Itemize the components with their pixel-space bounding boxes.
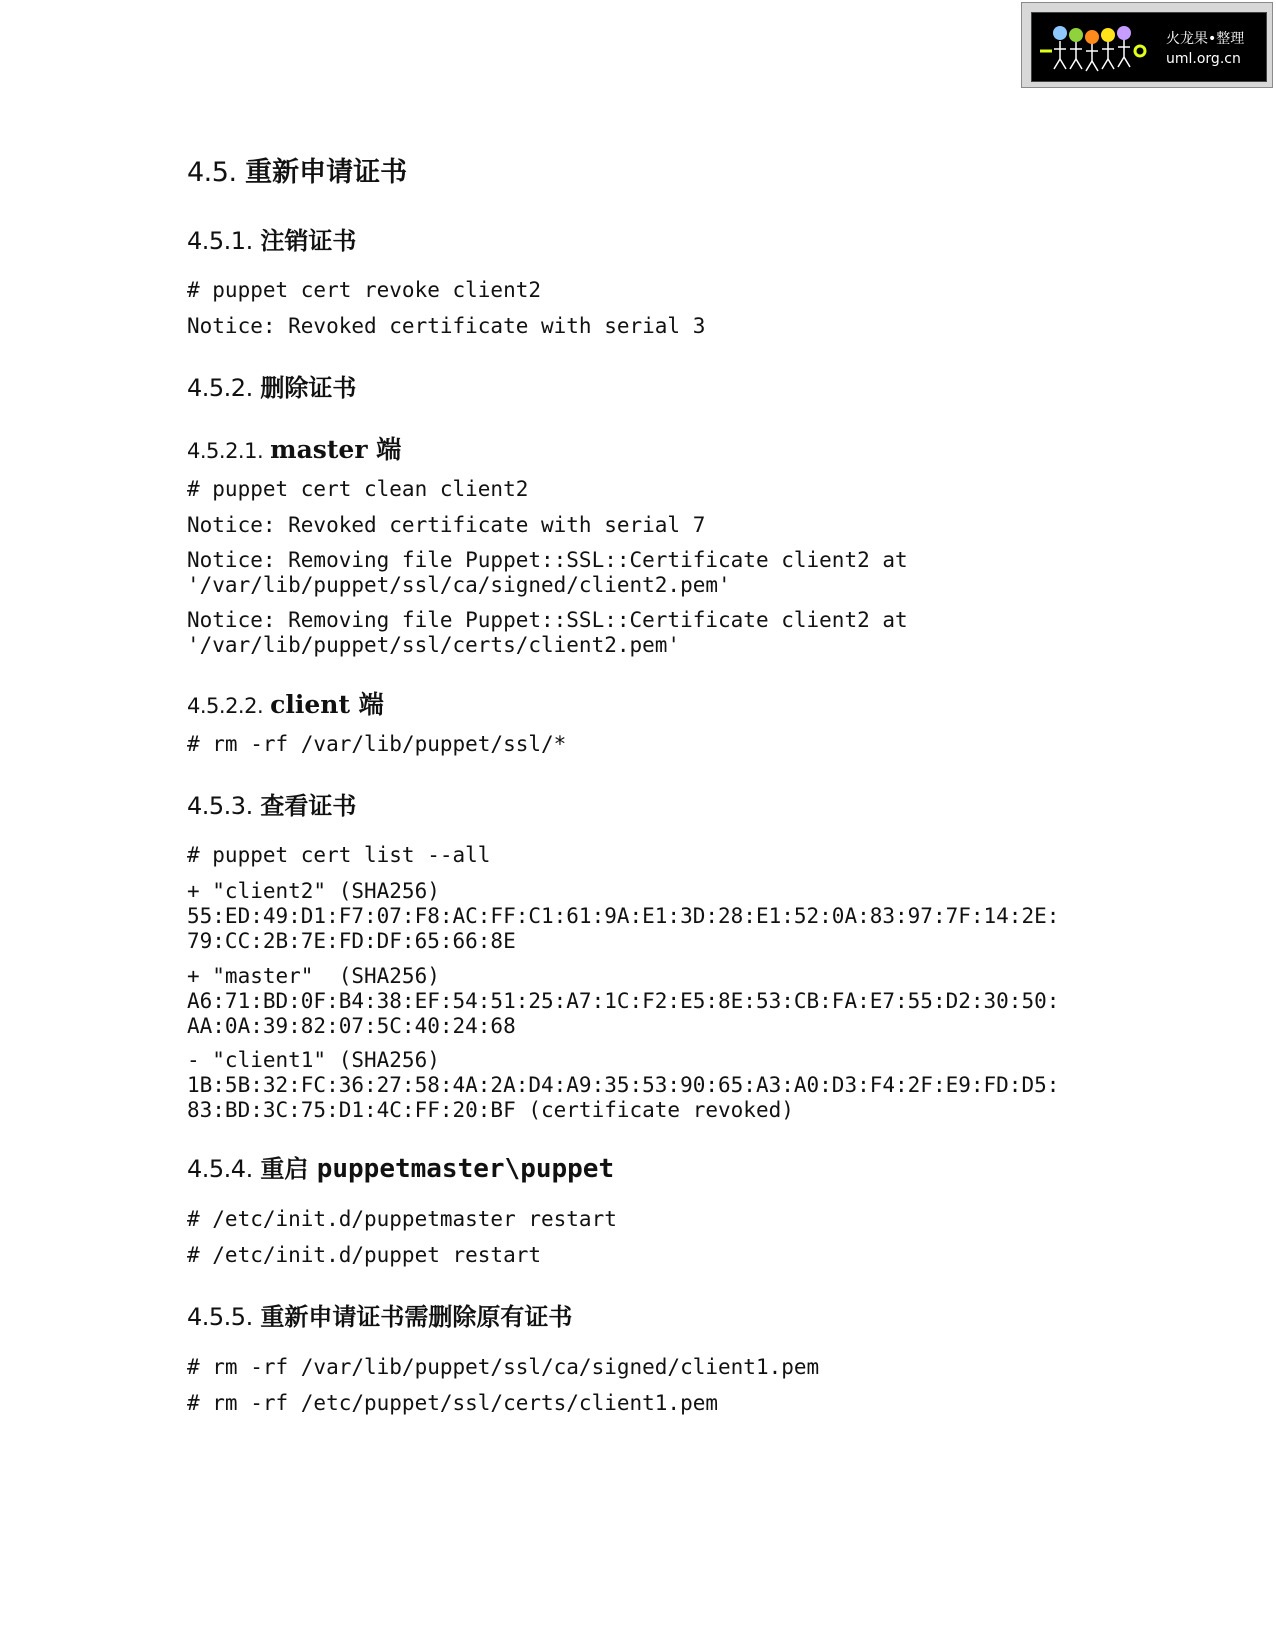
heading-4-5-2 xyxy=(187,368,356,403)
logo-panel xyxy=(1031,12,1267,82)
code-rm-certs: # rm -rf /etc/puppet/ssl/certs/client1.pem xyxy=(187,1391,719,1415)
code-restart-puppet: # /etc/init.d/puppet restart xyxy=(187,1243,542,1267)
code-list-client2: + "client2" (SHA256) 55:ED:49:D1:F7:07:F8:AC:FF:C1:61:9A:E1:3D:28:E1:52:0A:83:97:7F:14:2E: 79:CC:2B:7E:FD:DF:65:66:8E xyxy=(187,879,1060,953)
logo-text xyxy=(1166,29,1244,69)
code-list-client1: - "client1" (SHA256) 1B:5B:32:FC:36:27:58:4A:2A:D4:A9:35:53:90:65:A3:A0:D3:F4:2F:E9:FD:D5: 83:BD:3C:75:D1:4C:FF:20:BF (certificate revoked) xyxy=(187,1048,1060,1122)
heading-number: 4.5.4. xyxy=(187,1155,253,1183)
heading-title: 重新申请证书需删除原有证书 xyxy=(260,1302,573,1331)
heading-4-5-4 xyxy=(187,1149,614,1184)
heading-title: 删除证书 xyxy=(260,373,357,402)
heading-title: 重新申请证书 xyxy=(245,157,408,188)
code-revoke-notice: Notice: Revoked certificate with serial 3 xyxy=(187,314,706,338)
code-client-rm: # rm -rf /var/lib/puppet/ssl/* xyxy=(187,732,567,756)
heading-4-5-2-1 xyxy=(187,430,401,466)
heading-title: master 端 xyxy=(270,435,402,464)
code-list-cmd: # puppet cert list --all xyxy=(187,843,491,867)
heading-4-5 xyxy=(187,150,407,189)
code-clean-cmd: # puppet cert clean client2 xyxy=(187,477,529,501)
heading-number: 4.5.3. xyxy=(187,792,253,820)
code-list-master: + "master" (SHA256) A6:71:BD:0F:B4:38:EF:54:51:25:A7:1C:F2:E5:8E:53:CB:FA:E7:55:D2:30:50: AA:0A:39:82:07:5C:40:24:68 xyxy=(187,964,1060,1038)
heading-title-code: puppetmaster\puppet xyxy=(316,1154,615,1184)
code-clean-notice-2: Notice: Removing file Puppet::SSL::Certificate client2 at '/var/lib/puppet/ssl/ca/signed/client2.pem' xyxy=(187,548,908,597)
code-clean-notice-1: Notice: Revoked certificate with serial 7 xyxy=(187,513,706,537)
heading-4-5-1 xyxy=(187,221,356,256)
heading-4-5-5 xyxy=(187,1297,572,1332)
heading-number: 4.5.2.1. xyxy=(187,439,264,463)
heading-title: 查看证书 xyxy=(260,791,357,820)
heading-4-5-3 xyxy=(187,786,356,821)
heading-title: 注销证书 xyxy=(260,226,357,255)
logo-line1: 火龙果•整理 xyxy=(1166,31,1245,47)
code-clean-notice-3: Notice: Removing file Puppet::SSL::Certificate client2 at '/var/lib/puppet/ssl/certs/client2.pem' xyxy=(187,608,908,657)
heading-number: 4.5.2. xyxy=(187,374,253,402)
code-restart-master: # /etc/init.d/puppetmaster restart xyxy=(187,1207,617,1231)
heading-title: client 端 xyxy=(270,690,384,719)
heading-number: 4.5. xyxy=(187,157,237,188)
heading-number: 4.5.2.2. xyxy=(187,694,264,718)
heading-4-5-2-2 xyxy=(187,685,384,721)
heading-number: 4.5.5. xyxy=(187,1303,253,1331)
stick-figures-logo-icon xyxy=(1038,19,1158,77)
logo-banner xyxy=(1021,2,1273,88)
code-rm-signed: # rm -rf /var/lib/puppet/ssl/ca/signed/client1.pem xyxy=(187,1355,820,1379)
heading-title: 重启 xyxy=(260,1154,317,1183)
heading-number: 4.5.1. xyxy=(187,227,253,255)
logo-line2: uml.org.cn xyxy=(1166,51,1241,67)
code-revoke-cmd: # puppet cert revoke client2 xyxy=(187,278,542,302)
